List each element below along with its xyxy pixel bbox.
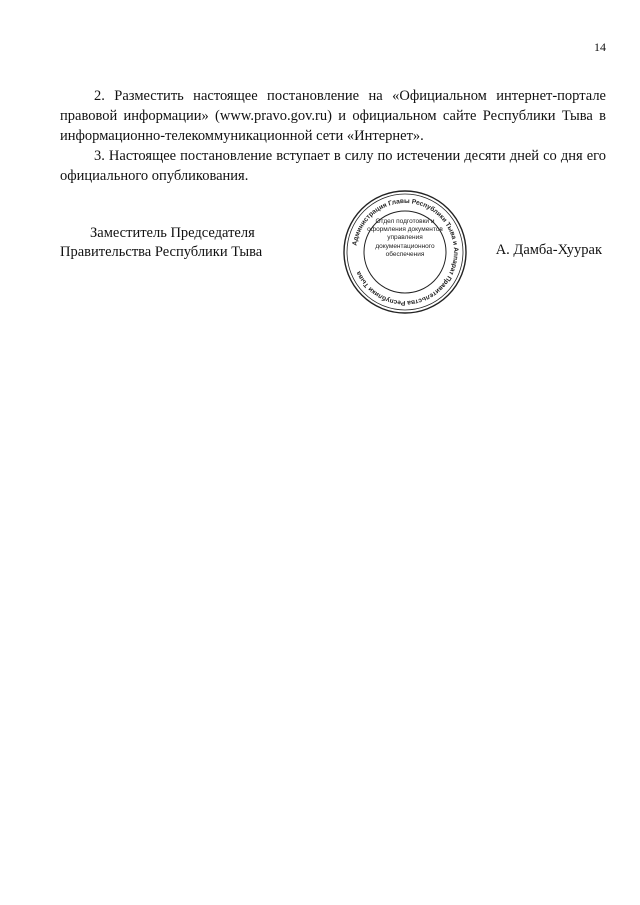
paragraph-3: 3. Настоящее постановление вступает в силу по истечении десяти дней со дня его официального опубликования. [60, 148, 606, 184]
page-number: 14 [594, 40, 606, 54]
svg-text:Администрация Главы Республики: Администрация Главы Республики Тыва и Аппарат Правительства Республики Тыва [351, 197, 460, 307]
position-line-1: Заместитель Председателя [90, 225, 255, 241]
signatory-position [60, 224, 262, 262]
paragraph-2: 2. Разместить настоящее постановление на «Официальном интернет-портале правовой информации» (www.pravo.gov.ru) и официальном сайте Республики Тыва в информационно-телекоммуникационной сети «Интернет». [60, 88, 606, 144]
official-stamp [341, 188, 469, 316]
stamp-center-text: Отдел подготовки и оформления документов управления документационного обеспечения [367, 218, 443, 258]
document-body [60, 86, 606, 186]
signer-name: А. Дамба-Хуурак [495, 242, 602, 258]
position-line-2: Правительства Республики Тыва [60, 244, 263, 260]
